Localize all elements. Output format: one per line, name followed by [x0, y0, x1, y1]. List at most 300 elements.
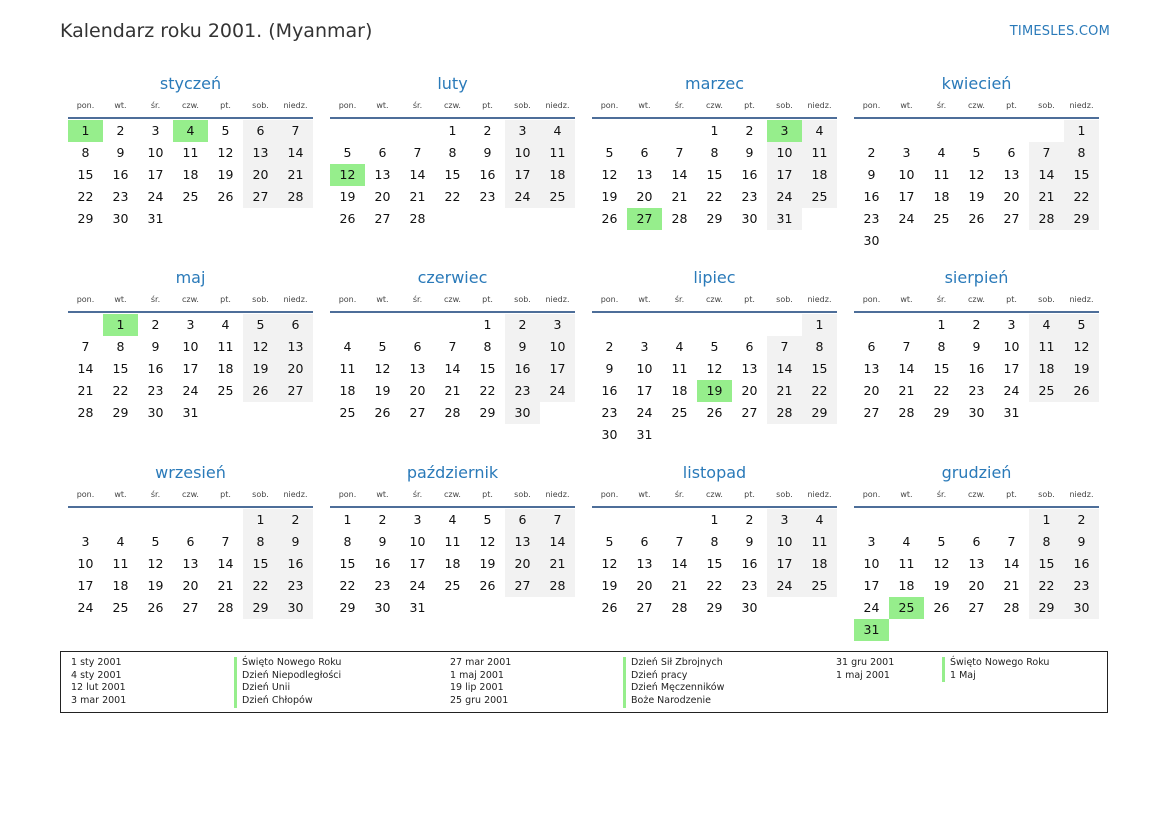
day-cell: 15 — [444, 167, 461, 182]
day-cell: 20 — [1003, 189, 1020, 204]
day-cell: 5 — [483, 512, 492, 527]
month-0 — [68, 73, 313, 230]
day-cell: 16 — [1064, 553, 1099, 575]
weekday-label: wt. — [900, 295, 913, 304]
day-cell: 18 — [339, 383, 356, 398]
day-cell: 20 — [968, 578, 985, 593]
day-cell: 8 — [343, 534, 352, 549]
weekday-label: niedz. — [1069, 101, 1094, 110]
weekday-header — [592, 293, 837, 313]
empty-cell — [662, 314, 697, 336]
day-grid — [854, 508, 1099, 641]
day-cell: 24 — [1003, 383, 1020, 398]
day-cell: 19 — [339, 189, 356, 204]
month-name: grudzień — [941, 463, 1012, 482]
day-cell: 11 — [339, 361, 356, 376]
month-4 — [68, 267, 313, 424]
day-cell: 30 — [112, 211, 129, 226]
weekday-label: pt. — [220, 295, 231, 304]
day-cell: 11 — [217, 339, 234, 354]
day-cell: 12 — [243, 336, 278, 358]
weekday-label: pt. — [482, 101, 493, 110]
day-cell: 26 — [601, 600, 618, 615]
day-cell: 22 — [77, 189, 94, 204]
day-cell: 6 — [1007, 145, 1016, 160]
day-cell: 27 — [636, 600, 653, 615]
day-cell: 10 — [767, 142, 802, 164]
weekday-label: sob. — [252, 490, 269, 499]
day-cell: 21 — [767, 380, 802, 402]
day-cell: 25 — [112, 600, 129, 615]
day-cell: 2 — [972, 317, 981, 332]
day-cell: 7 — [767, 336, 802, 358]
day-cell: 9 — [483, 145, 492, 160]
day-cell: 6 — [186, 534, 195, 549]
weekday-label: śr. — [150, 295, 161, 304]
weekday-label: czw. — [968, 490, 985, 499]
weekday-label: pon. — [600, 295, 619, 304]
weekday-label: śr. — [150, 490, 161, 499]
day-grid — [592, 313, 837, 446]
empty-cell — [592, 314, 627, 336]
day-cell: 4 — [221, 317, 230, 332]
day-cell: 26 — [601, 211, 618, 226]
day-cell: 22 — [339, 578, 356, 593]
day-cell: 12 — [1064, 336, 1099, 358]
day-cell: 26 — [339, 211, 356, 226]
empty-cell — [330, 120, 365, 142]
day-cell: 24 — [863, 600, 880, 615]
day-cell: 14 — [767, 358, 802, 380]
weekday-label: śr. — [674, 101, 685, 110]
day-cell: 3 — [867, 534, 876, 549]
day-cell: 24 — [77, 600, 94, 615]
day-cell: 17 — [767, 164, 802, 186]
legend-dates-1 — [71, 657, 126, 708]
legend-date: 1 sty 2001 — [71, 657, 122, 668]
day-cell: 25 — [802, 186, 837, 208]
day-cell: 22 — [933, 383, 950, 398]
day-cell: 21 — [77, 383, 94, 398]
weekday-label: wt. — [376, 101, 389, 110]
day-cell: 11 — [671, 361, 688, 376]
day-cell: 2 — [605, 339, 614, 354]
day-cell: 12 — [968, 167, 985, 182]
day-cell: 10 — [77, 556, 94, 571]
day-cell: 5 — [605, 534, 614, 549]
legend-holiday-name: Święto Nowego Roku — [234, 657, 341, 670]
day-cell: 22 — [112, 383, 129, 398]
day-cell: 22 — [1029, 575, 1064, 597]
day-cell: 14 — [217, 556, 234, 571]
day-cell: 1 — [343, 512, 352, 527]
weekday-header — [854, 488, 1099, 508]
weekday-label: niedz. — [545, 295, 570, 304]
day-cell: 3 — [186, 317, 195, 332]
day-cell: 3 — [505, 120, 540, 142]
day-cell: 14 — [540, 531, 575, 553]
day-cell: 25 — [671, 405, 688, 420]
day-cell: 13 — [182, 556, 199, 571]
day-cell: 20 — [505, 553, 540, 575]
weekday-label: śr. — [412, 295, 423, 304]
day-cell: 26 — [374, 405, 391, 420]
day-cell: 15 — [933, 361, 950, 376]
day-cell: 26 — [706, 405, 723, 420]
day-cell: 28 — [444, 405, 461, 420]
weekday-label: sob. — [1038, 490, 1055, 499]
day-cell: 25 — [1029, 380, 1064, 402]
empty-cell — [435, 314, 470, 336]
day-cell: 4 — [902, 534, 911, 549]
day-cell: 30 — [505, 402, 540, 424]
day-cell: 2 — [745, 512, 754, 527]
day-cell: 26 — [243, 380, 278, 402]
day-cell: 12 — [706, 361, 723, 376]
day-cell: 9 — [116, 145, 125, 160]
day-cell: 19 — [1064, 358, 1099, 380]
day-grid — [854, 119, 1099, 252]
day-cell: 6 — [413, 339, 422, 354]
day-cell: 10 — [636, 361, 653, 376]
day-cell: 22 — [802, 380, 837, 402]
empty-cell — [68, 314, 103, 336]
day-cell: 28 — [767, 402, 802, 424]
weekday-label: wt. — [114, 101, 127, 110]
empty-cell — [173, 509, 208, 531]
day-cell: 24 — [505, 186, 540, 208]
day-cell: 19 — [601, 189, 618, 204]
day-cell: 9 — [378, 534, 387, 549]
day-cell: 8 — [710, 145, 719, 160]
day-cell: 30 — [741, 600, 758, 615]
empty-cell — [1029, 120, 1064, 142]
day-cell: 12 — [147, 556, 164, 571]
day-cell: 12 — [601, 167, 618, 182]
month-name: marzec — [684, 74, 744, 93]
holiday-day-cell: 25 — [889, 597, 924, 619]
weekday-label: pon. — [338, 101, 357, 110]
day-grid — [330, 508, 575, 619]
day-cell: 14 — [671, 167, 688, 182]
day-cell: 13 — [636, 556, 653, 571]
day-cell: 17 — [409, 556, 426, 571]
day-cell: 5 — [1064, 314, 1099, 336]
day-cell: 26 — [1064, 380, 1099, 402]
day-cell: 9 — [972, 339, 981, 354]
day-cell: 29 — [1064, 208, 1099, 230]
weekday-header — [592, 99, 837, 119]
day-cell: 26 — [933, 600, 950, 615]
day-cell: 6 — [640, 534, 649, 549]
day-cell: 10 — [863, 556, 880, 571]
empty-cell — [767, 314, 802, 336]
day-grid — [68, 313, 313, 424]
legend-holiday-name: Dzień Męczenników — [623, 682, 724, 695]
day-cell: 17 — [505, 164, 540, 186]
empty-cell — [854, 509, 889, 531]
day-cell: 3 — [540, 314, 575, 336]
day-cell: 17 — [898, 189, 915, 204]
day-cell: 14 — [1029, 164, 1064, 186]
weekday-label: czw. — [968, 101, 985, 110]
day-cell: 9 — [505, 336, 540, 358]
day-cell: 10 — [505, 142, 540, 164]
day-cell: 31 — [182, 405, 199, 420]
day-cell: 24 — [147, 189, 164, 204]
day-cell: 20 — [182, 578, 199, 593]
legend-dates-2 — [450, 657, 511, 708]
day-cell: 16 — [505, 358, 540, 380]
day-cell: 7 — [1007, 534, 1016, 549]
day-cell: 22 — [243, 575, 278, 597]
weekday-label: pt. — [482, 490, 493, 499]
weekday-label: sob. — [1038, 295, 1055, 304]
day-cell: 11 — [933, 167, 950, 182]
site-link[interactable]: TIMESLES.COM — [1009, 24, 1110, 39]
day-cell: 24 — [540, 380, 575, 402]
empty-cell — [959, 120, 994, 142]
day-cell: 23 — [479, 189, 496, 204]
day-cell: 29 — [706, 211, 723, 226]
day-cell: 23 — [374, 578, 391, 593]
day-cell: 26 — [217, 189, 234, 204]
day-cell: 5 — [937, 534, 946, 549]
weekday-label: sob. — [776, 295, 793, 304]
empty-cell — [662, 120, 697, 142]
day-cell: 5 — [343, 145, 352, 160]
month-10 — [592, 462, 837, 619]
day-cell: 17 — [182, 361, 199, 376]
day-cell: 2 — [151, 317, 160, 332]
day-cell: 20 — [636, 578, 653, 593]
legend-date: 1 maj 2001 — [450, 669, 504, 681]
day-cell: 24 — [767, 186, 802, 208]
day-cell: 3 — [640, 339, 649, 354]
day-cell: 30 — [1064, 597, 1099, 619]
day-cell: 14 — [278, 142, 313, 164]
day-cell: 18 — [802, 164, 837, 186]
day-cell: 12 — [217, 145, 234, 160]
weekday-label: pon. — [76, 490, 95, 499]
day-cell: 21 — [278, 164, 313, 186]
day-cell: 22 — [444, 189, 461, 204]
holiday-day-cell: 1 — [68, 120, 103, 142]
weekday-label: sob. — [252, 101, 269, 110]
day-cell: 8 — [81, 145, 90, 160]
empty-cell — [103, 509, 138, 531]
weekday-label: pon. — [338, 295, 357, 304]
weekday-label: niedz. — [283, 295, 308, 304]
weekday-label: czw. — [444, 101, 461, 110]
month-name: listopad — [682, 463, 747, 482]
day-cell: 29 — [112, 405, 129, 420]
weekday-header — [68, 99, 313, 119]
day-cell: 27 — [374, 211, 391, 226]
day-cell: 7 — [675, 145, 684, 160]
weekday-label: pt. — [1006, 295, 1017, 304]
legend-date: 31 gru 2001 — [836, 657, 895, 668]
weekday-label: śr. — [150, 101, 161, 110]
day-cell: 19 — [601, 578, 618, 593]
weekday-header — [68, 488, 313, 508]
day-cell: 3 — [81, 534, 90, 549]
weekday-label: czw. — [182, 490, 199, 499]
weekday-label: wt. — [114, 295, 127, 304]
empty-cell — [627, 509, 662, 531]
day-cell: 7 — [902, 339, 911, 354]
day-cell: 2 — [745, 123, 754, 138]
day-cell: 7 — [675, 534, 684, 549]
day-cell: 17 — [147, 167, 164, 182]
day-cell: 8 — [243, 531, 278, 553]
day-cell: 13 — [863, 361, 880, 376]
day-cell: 18 — [671, 383, 688, 398]
day-cell: 14 — [444, 361, 461, 376]
day-cell: 15 — [243, 553, 278, 575]
weekday-label: czw. — [444, 295, 461, 304]
day-cell: 25 — [933, 211, 950, 226]
day-cell: 10 — [540, 336, 575, 358]
day-cell: 31 — [636, 427, 653, 442]
day-cell: 27 — [409, 405, 426, 420]
day-cell: 20 — [636, 189, 653, 204]
day-cell: 8 — [116, 339, 125, 354]
month-name: lipiec — [693, 268, 736, 287]
empty-cell — [959, 509, 994, 531]
empty-cell — [400, 314, 435, 336]
day-cell: 15 — [706, 556, 723, 571]
weekday-label: wt. — [638, 101, 651, 110]
month-name: styczeń — [159, 74, 222, 93]
day-cell: 9 — [605, 361, 614, 376]
weekday-label: śr. — [412, 101, 423, 110]
legend-holiday-name: Dzień pracy — [623, 670, 724, 683]
day-cell: 21 — [217, 578, 234, 593]
day-cell: 20 — [863, 383, 880, 398]
day-cell: 21 — [671, 189, 688, 204]
day-cell: 17 — [767, 553, 802, 575]
day-cell: 13 — [1003, 167, 1020, 182]
day-cell: 30 — [147, 405, 164, 420]
day-cell: 23 — [741, 189, 758, 204]
weekday-label: wt. — [638, 295, 651, 304]
empty-cell — [662, 509, 697, 531]
day-cell: 31 — [1003, 405, 1020, 420]
day-cell: 28 — [540, 575, 575, 597]
legend-date: 1 maj 2001 — [836, 669, 890, 681]
holiday-day-cell: 12 — [330, 164, 365, 186]
day-cell: 15 — [112, 361, 129, 376]
day-cell: 17 — [540, 358, 575, 380]
day-cell: 9 — [151, 339, 160, 354]
holiday-day-cell: 31 — [854, 619, 889, 641]
day-cell: 5 — [221, 123, 230, 138]
day-cell: 12 — [601, 556, 618, 571]
legend-date: 19 lip 2001 — [450, 682, 504, 694]
weekday-label: pt. — [744, 295, 755, 304]
day-cell: 8 — [802, 336, 837, 358]
month-name: kwiecień — [941, 74, 1012, 93]
day-cell: 10 — [182, 339, 199, 354]
weekday-label: pt. — [744, 490, 755, 499]
weekday-label: czw. — [444, 490, 461, 499]
day-cell: 6 — [243, 120, 278, 142]
month-2 — [592, 73, 837, 230]
day-cell: 24 — [636, 405, 653, 420]
day-cell: 21 — [540, 553, 575, 575]
day-cell: 29 — [479, 405, 496, 420]
weekday-label: niedz. — [1069, 295, 1094, 304]
weekday-label: sob. — [776, 101, 793, 110]
day-cell: 26 — [147, 600, 164, 615]
day-cell: 29 — [243, 597, 278, 619]
day-cell: 25 — [444, 578, 461, 593]
day-cell: 4 — [116, 534, 125, 549]
weekday-label: pon. — [862, 490, 881, 499]
month-name: maj — [175, 268, 206, 287]
day-cell: 3 — [1007, 317, 1016, 332]
day-cell: 31 — [147, 211, 164, 226]
weekday-label: wt. — [114, 490, 127, 499]
day-cell: 13 — [741, 361, 758, 376]
day-cell: 2 — [116, 123, 125, 138]
empty-cell — [889, 509, 924, 531]
day-cell: 11 — [540, 142, 575, 164]
day-cell: 19 — [968, 189, 985, 204]
day-cell: 1 — [483, 317, 492, 332]
weekday-label: czw. — [706, 490, 723, 499]
empty-cell — [138, 509, 173, 531]
day-cell: 11 — [1029, 336, 1064, 358]
day-cell: 2 — [1064, 509, 1099, 531]
day-cell: 30 — [278, 597, 313, 619]
weekday-label: pon. — [76, 101, 95, 110]
day-cell: 23 — [278, 575, 313, 597]
day-cell: 6 — [745, 339, 754, 354]
day-cell: 20 — [409, 383, 426, 398]
month-name: wrzesień — [155, 463, 226, 482]
day-cell: 5 — [710, 339, 719, 354]
day-cell: 4 — [937, 145, 946, 160]
empty-cell — [732, 314, 767, 336]
weekday-label: niedz. — [807, 101, 832, 110]
weekday-label: sob. — [514, 295, 531, 304]
day-cell: 30 — [374, 600, 391, 615]
day-cell: 28 — [898, 405, 915, 420]
day-cell: 23 — [1064, 575, 1099, 597]
weekday-label: wt. — [638, 490, 651, 499]
day-cell: 18 — [540, 164, 575, 186]
day-cell: 28 — [278, 186, 313, 208]
day-cell: 28 — [1003, 600, 1020, 615]
empty-cell — [627, 314, 662, 336]
empty-cell — [592, 120, 627, 142]
day-cell: 6 — [505, 509, 540, 531]
day-cell: 30 — [741, 211, 758, 226]
legend-holiday-name: Dzień Sił Zbrojnych — [623, 657, 724, 670]
day-cell: 15 — [479, 361, 496, 376]
weekday-label: śr. — [674, 295, 685, 304]
day-cell: 7 — [278, 120, 313, 142]
legend-holiday-name: Boże Narodzenie — [623, 695, 724, 708]
day-cell: 5 — [243, 314, 278, 336]
legend-names-3 — [942, 657, 1049, 682]
day-cell: 19 — [374, 383, 391, 398]
day-cell: 7 — [81, 339, 90, 354]
weekday-header — [592, 488, 837, 508]
weekday-label: sob. — [514, 490, 531, 499]
